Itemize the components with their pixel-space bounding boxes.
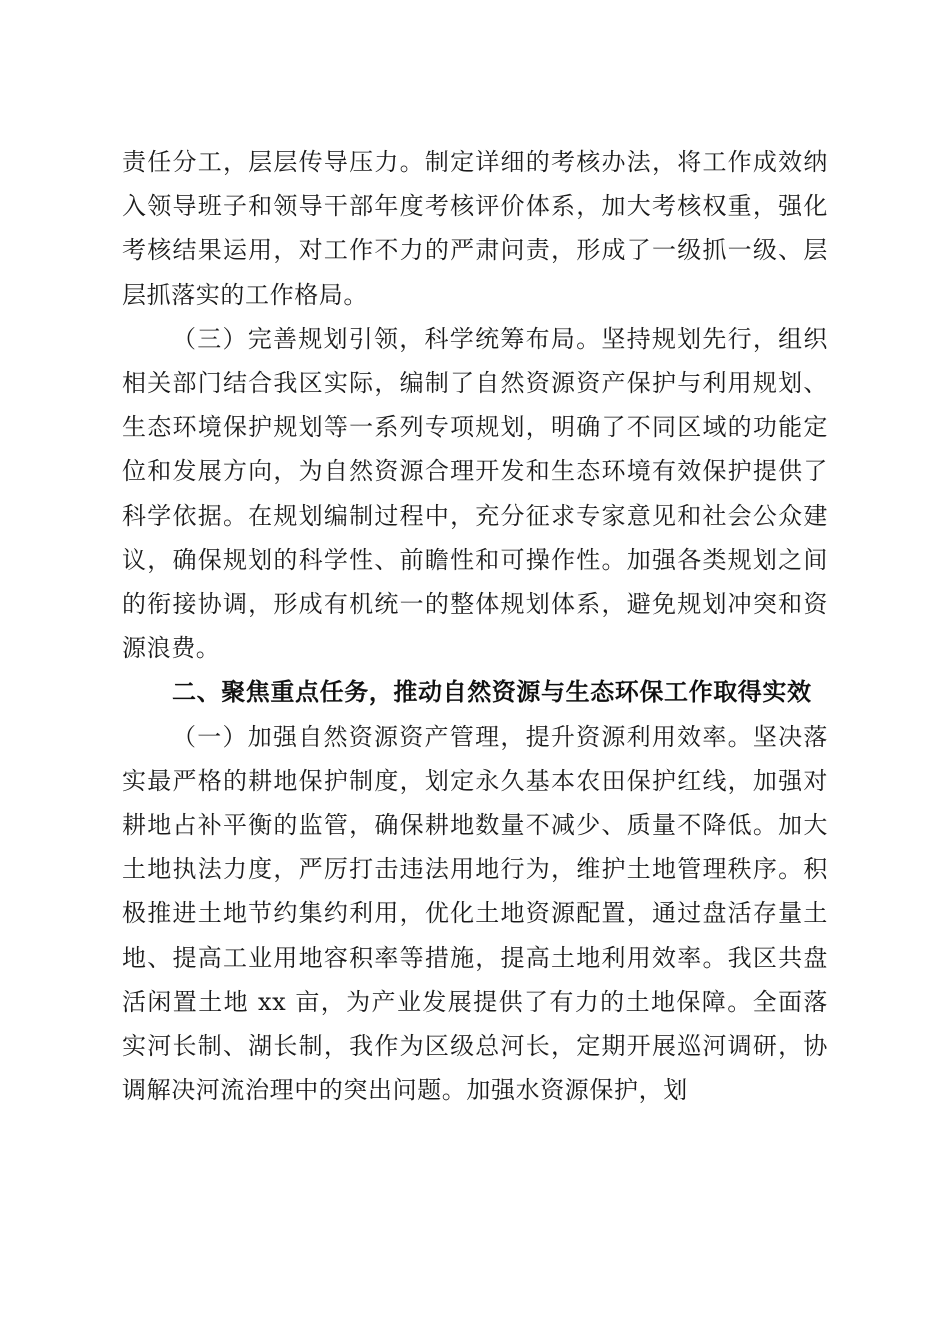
paragraph-responsibility: 责任分工，层层传导压力。制定详细的考核办法，将工作成效纳入领导班子和领导干部年度考核评价体系，加大考核权重，强化考核结果运用，对工作不力的严肃问责，形成了一级抓一级、层层抓落实的工作格局。 [122, 148, 828, 309]
section-heading-key-tasks: 二、聚焦重点任务，推动自然资源与生态环保工作取得实效 [172, 678, 812, 707]
paragraph-planning: （三）完善规划引领，科学统筹布局。坚持规划先行，组织相关部门结合我区实际，编制了自然资源资产保护与利用规划、生态环境保护规划等一系列专项规划，明确了不同区域的功能定位和发展方向，为自然资源合理开发和生态环境有效保护提供了科学依据。在规划编制过程中，充分征求专家意见和社会公众建议，确保规划的科学性、前瞻性和可操作性。加强各类规划之间的衔接协调，形成有机统一的整体规划体系，避免规划冲突和资源浪费。 [122, 324, 828, 663]
document-body [122, 140, 828, 1112]
paragraph-resource-management: （一）加强自然资源资产管理，提升资源利用效率。坚决落实最严格的耕地保护制度，划定永久基本农田保护红线，加强对耕地占补平衡的监管，确保耕地数量不减少、质量不降低。加大土地执法力度，严厉打击违法用地行为，维护土地管理秩序。积极推进土地节约集约利用，优化土地资源配置，通过盘活存量土地、提高工业用地容积率等措施，提高土地利用效率。我区共盘活闲置土地 xx 亩，为产业发展提供了有力的土地保障。全面落实河长制、湖长制，我作为区级总河长，定期开展巡河调研，协调解决河流治理中的突出问题。加强水资源保护，划 [122, 722, 828, 1105]
